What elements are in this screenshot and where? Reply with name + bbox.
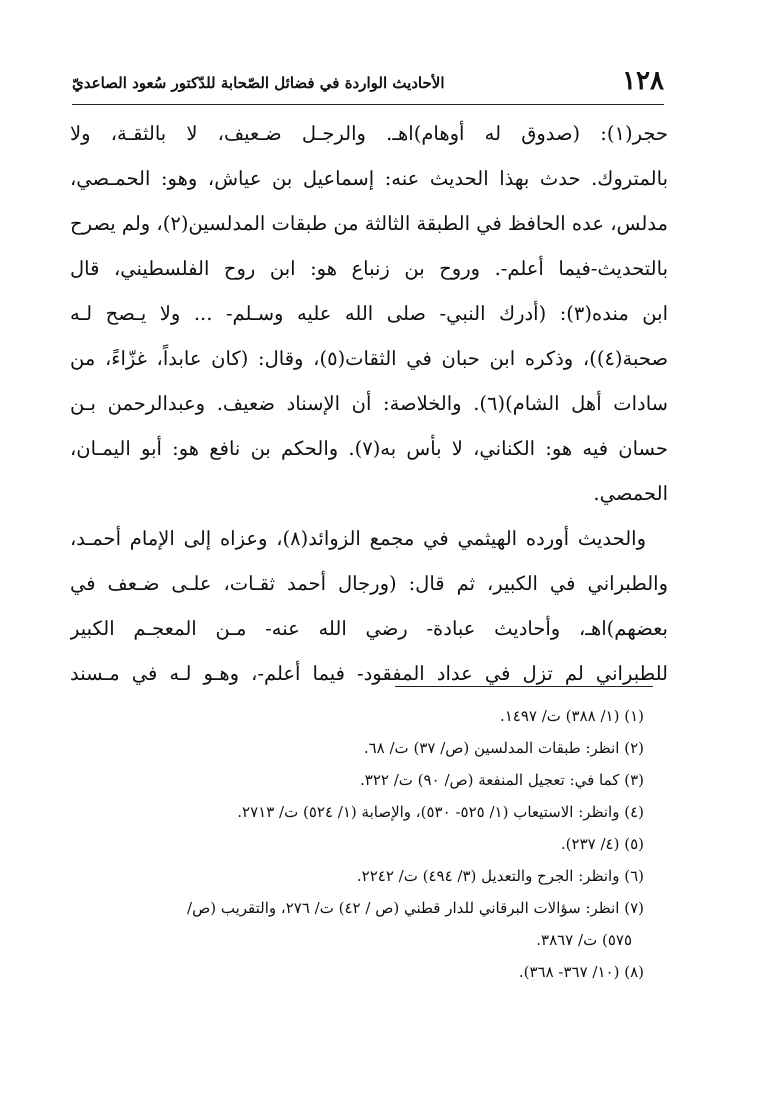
body-line: حجر(١): (صدوق له أوهام)اهـ. والرجـل ضـعيف، لا بالثقـة، ولا bbox=[70, 122, 668, 145]
page-header bbox=[72, 66, 664, 106]
header-divider bbox=[72, 104, 664, 105]
footnote: (٤) وانظر: الاستيعاب (١/ ٥٢٥- ٥٣٠)، والإصابة (١/ ٥٢٤) ت/ ٢٧١٣. bbox=[237, 803, 644, 821]
footnote: (٨) (١٠/ ٣٦٧- ٣٦٨). bbox=[518, 963, 644, 981]
body-line: والطبراني في الكبير، ثم قال: (ورجال أحمد ثقـات، علـى ضـعف في bbox=[70, 572, 668, 595]
footnotes bbox=[70, 700, 668, 988]
footnote: (٦) وانظر: الجرح والتعديل (٣/ ٤٩٤) ت/ ٢٢٤٢. bbox=[356, 867, 644, 885]
body-line: بعضهم)اهـ، وأحاديث عبادة- رضي الله عنه- مـن المعجـم الكبير bbox=[70, 617, 668, 640]
body-line: صحبة(٤))، وذكره ابن حبان في الثقات(٥)، وقال: (كان عابداً، غزّاءً، من bbox=[70, 347, 668, 370]
footnote: (١) (١/ ٣٨٨) ت/ ١٤٩٧. bbox=[499, 707, 644, 725]
body-line: ابن منده(٣): (أدرك النبي- صلى الله عليه وسـلم- ... ولا يـصح لـه bbox=[70, 302, 668, 325]
body-text bbox=[70, 111, 668, 696]
body-line: مدلس، عده الحافظ في الطبقة الثالثة من طبقات المدلسين(٢)، ولم يصرح bbox=[70, 212, 668, 235]
body-line: بالمتروك. حدث بهذا الحديث عنه: إسماعيل بن عياش، وهو: الحمـصي، bbox=[70, 167, 668, 190]
page-number: ١٢٨ bbox=[622, 66, 664, 96]
footnote: (٣) كما في: تعجيل المنفعة (ص/ ٩٠) ت/ ٣٢٢. bbox=[360, 771, 644, 789]
footnote: (٢) انظر: طبقات المدلسين (ص/ ٣٧) ت/ ٦٨. bbox=[363, 739, 644, 757]
body-line: حسان فيه هو: الكناني، لا بأس به(٧). والحكم بن نافع هو: أبو اليمـان، bbox=[70, 437, 668, 460]
footnote: (٥) (٤/ ٢٣٧). bbox=[560, 835, 644, 853]
body-line: والحديث أورده الهيثمي في مجمع الزوائد(٨)، وعزاه إلى الإمام أحمـد، bbox=[70, 527, 646, 550]
footnote: (٧) انظر: سؤالات البرقاني للدار قطني (ص / ٤٢) ت/ ٢٧٦، والتقريب (ص/ bbox=[187, 899, 644, 917]
body-line: للطبراني لم تزل في عداد المفقود- فيما أعلم-، وهـو لـه في مـسند bbox=[70, 662, 668, 685]
body-line: الحمصي. bbox=[593, 482, 668, 505]
footnote-divider bbox=[395, 686, 653, 687]
footnote-continuation: ٥٧٥) ت/ ٣٨٦٧. bbox=[536, 931, 632, 949]
running-title: الأحاديث الواردة في فضائل الصّحابة للدّكتور سُعود الصاعديّ bbox=[72, 74, 445, 92]
body-line: بالتحديث-فيما أعلم-. وروح بن زنباع هو: ابن روح الفلسطيني، قال bbox=[70, 257, 668, 280]
body-line: سادات أهل الشام)(٦). والخلاصة: أن الإسناد ضعيف. وعبدالرحمن بـن bbox=[70, 392, 668, 415]
